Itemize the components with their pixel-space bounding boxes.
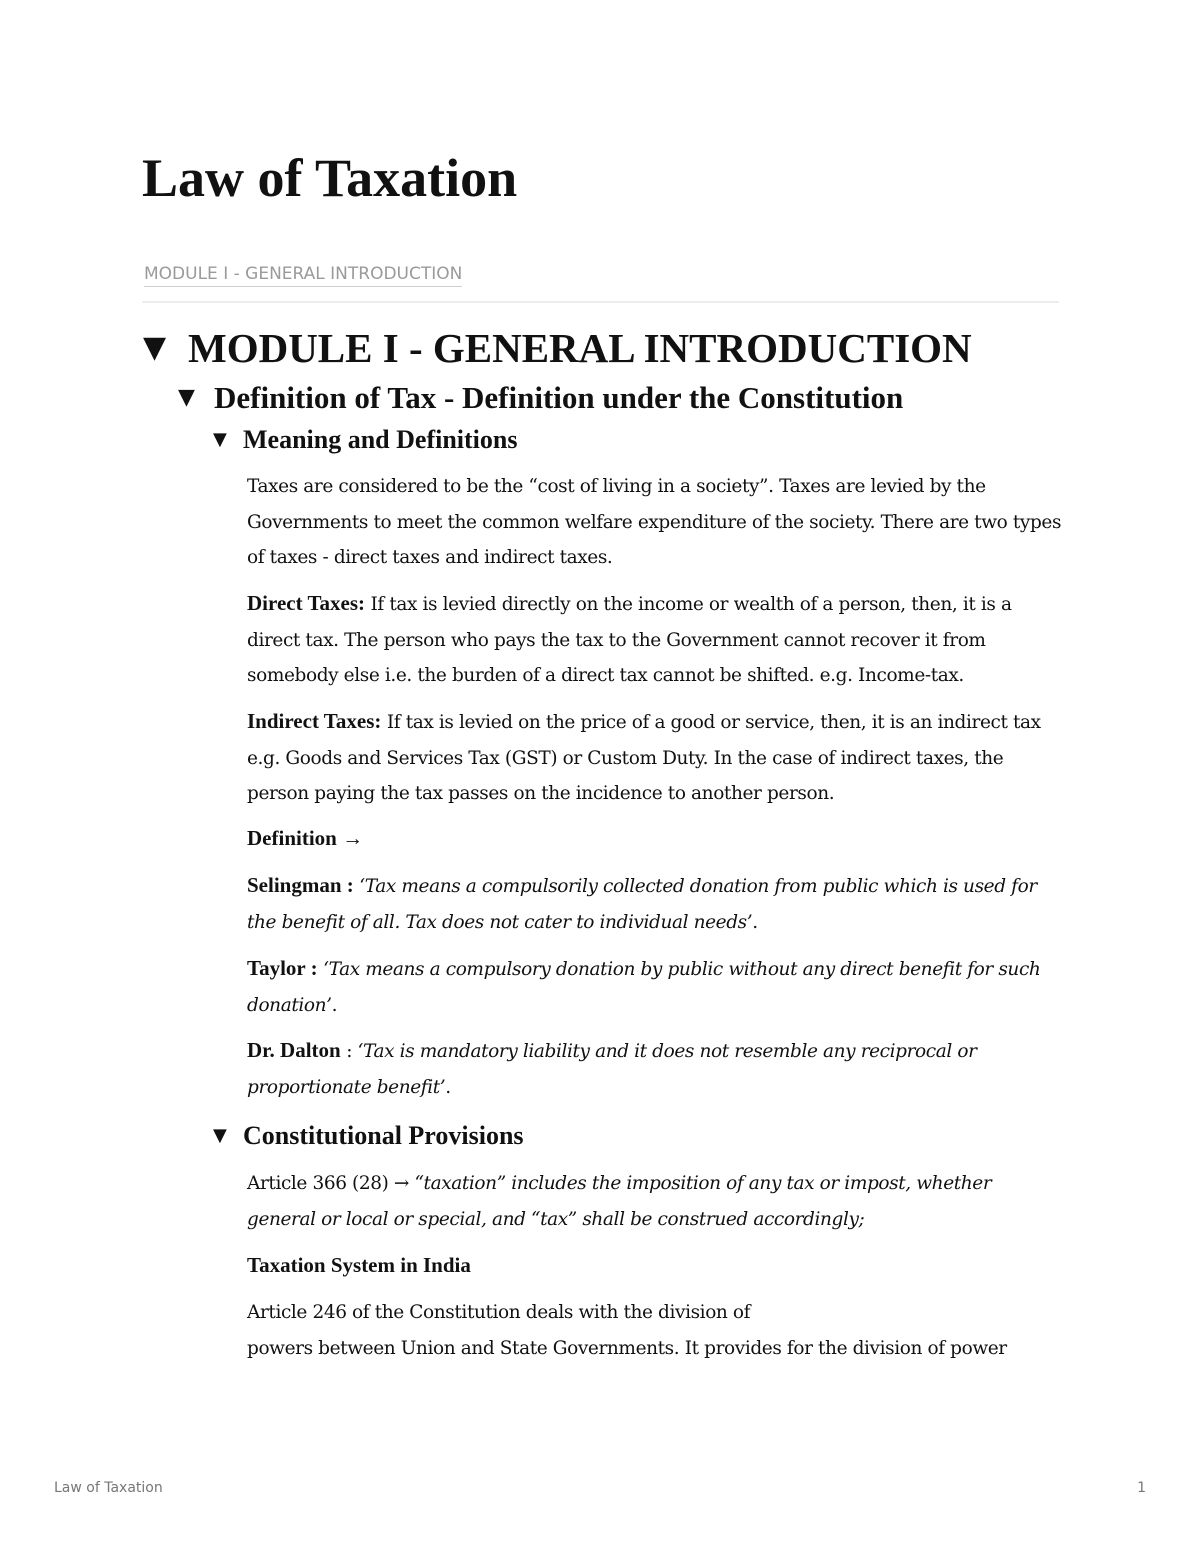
definition-label-paragraph [247, 821, 1062, 858]
toc-link-module-1[interactable]: MODULE I - GENERAL INTRODUCTION [144, 262, 462, 287]
triangle-down-icon[interactable]: ▼ [143, 330, 167, 365]
article-366-prefix: Article 366 (28) → [247, 1173, 415, 1194]
triangle-down-icon[interactable]: ▼ [178, 385, 195, 410]
direct-taxes-paragraph [247, 586, 1062, 694]
definition-of-tax-heading: Definition of Tax - Definition under the Constitution [214, 380, 904, 415]
definition-of-tax-toggle[interactable] [178, 378, 903, 418]
divider [142, 301, 1059, 303]
indirect-taxes-paragraph [247, 704, 1062, 812]
taylor-end: . [331, 994, 338, 1016]
taylor-definition [247, 951, 1062, 1023]
dalton-end: . [445, 1076, 451, 1098]
taxation-system-heading: Taxation System in India [247, 1253, 471, 1277]
triangle-down-icon[interactable]: ▼ [213, 429, 227, 450]
article-246-line1: Article 246 of the Constitution deals with the division of [247, 1302, 751, 1323]
meaning-definitions-toggle[interactable] [213, 423, 518, 457]
footer-page-number: 1 [1137, 1480, 1146, 1496]
direct-taxes-text: If tax is levied directly on the income or wealth of a person, then, it is a direct tax. The person who pays the tax to the Government cannot recover it from somebody else i.e. the burden of a direct tax cannot be shifted. e.g. Income-tax. [247, 594, 1012, 686]
dalton-label: Dr. Dalton [247, 1038, 341, 1062]
direct-taxes-label: Direct Taxes: [247, 591, 366, 615]
constitutional-provisions-heading: Constitutional Provisions [243, 1121, 524, 1150]
indirect-taxes-label: Indirect Taxes: [247, 709, 382, 733]
selingman-definition [247, 868, 1062, 940]
selingman-label: Selingman : [247, 873, 354, 897]
article-246-paragraph [247, 1295, 1062, 1366]
dalton-definition [247, 1033, 1062, 1105]
selingman-quote: ‘Tax means a compulsorily collected donation from public which is used for the benefit of all. Tax does not cater to individual needs’ [247, 876, 1037, 933]
triangle-down-icon[interactable]: ▼ [213, 1125, 227, 1146]
meaning-definitions-heading: Meaning and Definitions [243, 425, 518, 454]
article-246-line2: powers between Union and State Governments. It provides for the division of power [247, 1337, 1007, 1359]
dalton-quote: ‘Tax is mandatory liability and it does not resemble any reciprocal or proportionate benefit’ [247, 1041, 977, 1098]
indirect-taxes-text: If tax is levied on the price of a good or service, then, it is an indirect tax e.g. Goods and Services Tax (GST) or Custom Duty. In the case of indirect taxes, the person paying the tax passes on the incidence to another person. [247, 712, 1041, 804]
article-366-paragraph [247, 1166, 1062, 1237]
module-1-heading: MODULE I - GENERAL INTRODUCTION [188, 325, 972, 371]
taxation-system-heading-paragraph [247, 1248, 1062, 1285]
constitutional-provisions-toggle[interactable] [213, 1119, 524, 1153]
taylor-label: Taylor : [247, 956, 318, 980]
module-1-toggle[interactable] [143, 322, 972, 374]
dalton-sep: : [340, 1041, 358, 1062]
intro-paragraph: Taxes are considered to be the “cost of living in a society”. Taxes are levied by the Governments to meet the common welfare expenditure of the society. There are two types of taxes - direct taxes and indirect taxes. [247, 476, 1062, 568]
footer-document-name: Law of Taxation [54, 1480, 163, 1496]
page-title: Law of Taxation [142, 148, 518, 208]
article-366-text: “taxation” includes the imposition of any tax or impost, whether general or local or special, and “tax” shall be construed accordingly; [247, 1173, 992, 1230]
taylor-quote: ‘Tax means a compulsory donation by public without any direct benefit for such donation’ [247, 959, 1041, 1016]
definition-label: Definition → [247, 826, 364, 850]
selingman-end: . [752, 911, 758, 933]
